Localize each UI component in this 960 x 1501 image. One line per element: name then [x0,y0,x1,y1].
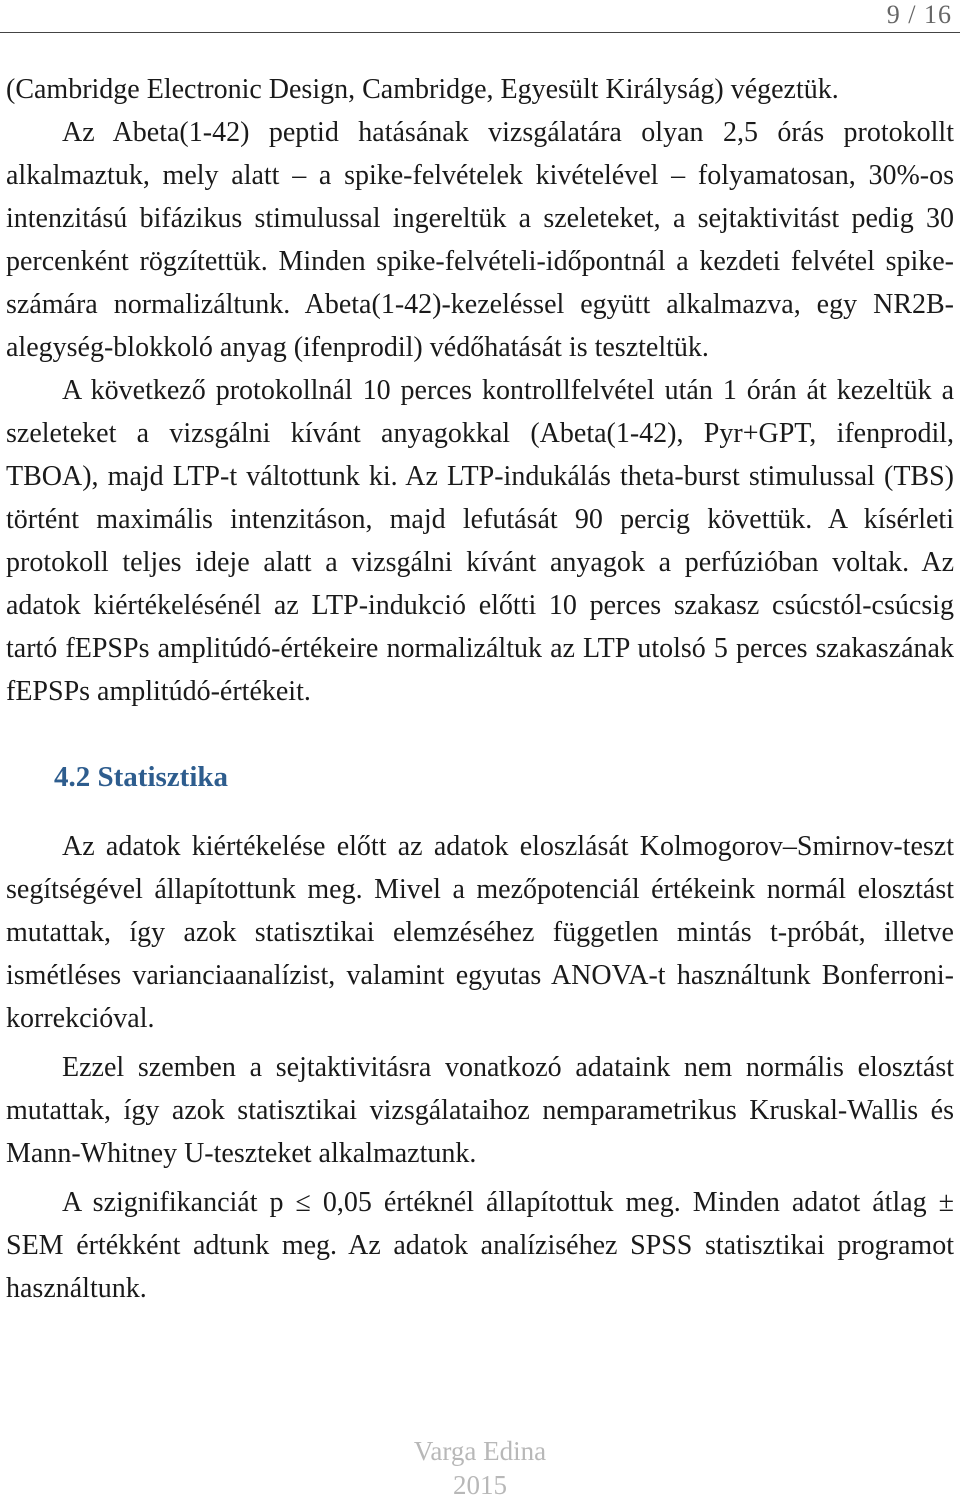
page-number: 9 / 16 [886,0,952,29]
section-heading-statistics: 4.2 Statisztika [54,761,228,793]
paragraph-ltp-protocol: A következő protokollnál 10 perces kontrollfelvétel után 1 órán át kezeltük a szeleteket a vizsgálni kívánt anyagokkal (Abeta(1-42), Pyr+GPT, ifenprodil, TBOA), majd LTP-t váltottunk ki. Az LTP-indukálás theta-burst stimulussal (TBS) történt maximális intenzitáson, majd lefutását 90 percig követtük. A kísérleti protokoll teljes ideje alatt a vizsgálni kívánt anyagok a perfúzióban voltak. Az adatok kiértékelésénél az LTP-indukció előtti 10 perces szakasz csúcstól-csúcsig tartó fEPSPs amplitúdó-értékeire normalizáltuk az LTP utolsó 5 perces szakaszának fEPSPs amplitúdó-értékeit. [6,375,954,707]
footer-author: Varga Edina [413,1436,547,1466]
paragraph-statistics-significance: A szignifikanciát p ≤ 0,05 értéknél állapítottuk meg. Minden adatot átlag ± SEM értékként adtunk meg. Az adatok analíziséhez SPSS statisztikai programot használtunk. [6,1187,954,1304]
paragraph-abeta-protocol: Az Abeta(1-42) peptid hatásának vizsgálatára olyan 2,5 órás protokollt alkalmaztuk, mely alatt – a spike-felvételek kivételével – folyamatosan, 30%-os intenzitású bifázikus stimulussal ingereltük a szeleteket, a sejtaktivitást pedig 30 percenként rögzítettük. Minden spike-felvételi-időpontnál a kezdeti felvétel spike-számára normalizáltunk. Abeta(1-42)-kezeléssel együtt alkalmazva, egy NR2B-alegység-blokkoló anyag (ifenprodil) védőhatását is teszteltük. [6,117,954,363]
paragraph-continuation: (Cambridge Electronic Design, Cambridge, Egyesült Királyság) végeztük. [6,74,839,105]
paragraph-statistics-nonparametric: Ezzel szemben a sejtaktivitásra vonatkozó adataink nem normális elosztást mutattak, így azok statisztikai vizsgálataihoz nemparametrikus Kruskal-Wallis és Mann-Whitney U-teszteket alkalmaztunk. [6,1052,954,1169]
footer-year: 2015 [453,1470,507,1500]
header-divider [0,32,960,33]
paragraph-statistics-normality: Az adatok kiértékelése előtt az adatok eloszlását Kolmogorov–Smirnov-teszt segítségével állapítottunk meg. Mivel a mezőpotenciál értékeink normál elosztást mutattak, így azok statisztikai elemzéséhez független mintás t-próbát, illetve ismétléses varianciaanalízist, valamint egyutas ANOVA-t használtunk Bonferroni-korrekcióval. [6,831,954,1034]
document-body [6,68,954,1310]
